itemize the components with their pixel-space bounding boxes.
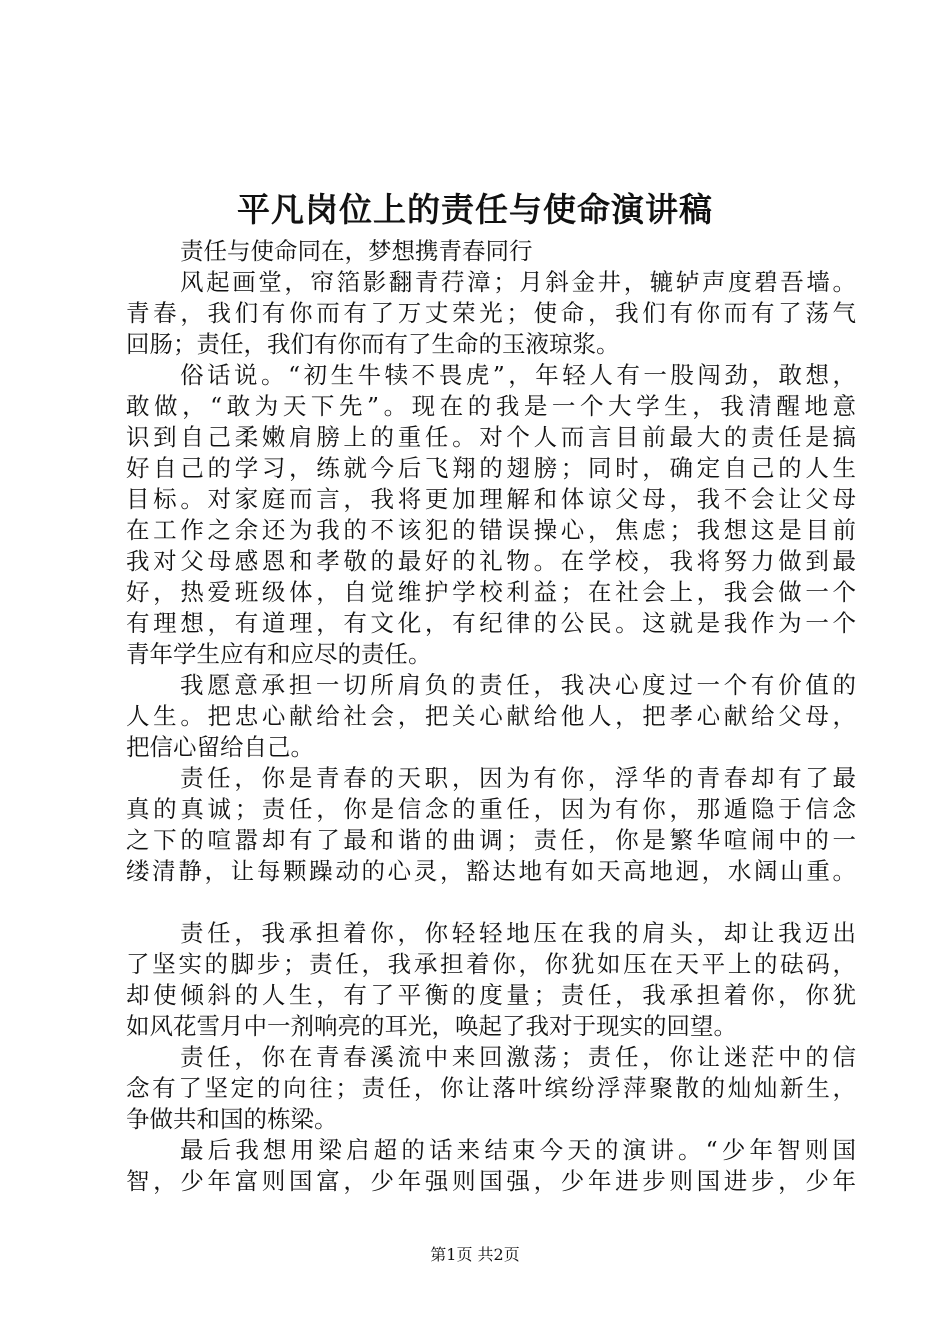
body-line: 好，热爱班级体，自觉维护学校利益；在社会上，我会做一个 xyxy=(126,578,856,606)
body-line: 之下的喧嚣却有了最和谐的曲调；责任，你是繁华喧闹中的一 xyxy=(126,826,856,854)
body-line: 智，少年富则国富，少年强则国强，少年进步则国进步，少年 xyxy=(126,1167,856,1195)
body-line: 青春，我们有你而有了万丈荣光；使命，我们有你而有了荡气 xyxy=(126,299,856,327)
body-line: 好自己的学习，练就今后飞翔的翅膀；同时，确定自己的人生 xyxy=(126,454,856,482)
body-line: 敢做，“敢为天下先”。现在的我是一个大学生，我清醒地意 xyxy=(126,392,856,420)
body-line: 责任，你在青春溪流中来回激荡；责任，你让迷茫中的信 xyxy=(180,1043,856,1071)
body-line: 识到自己柔嫩肩膀上的重任。对个人而言目前最大的责任是搞 xyxy=(126,423,856,451)
body-line: 回肠；责任，我们有你而有了生命的玉液琼浆。 xyxy=(126,330,620,358)
body-line: 在工作之余还为我的不该犯的错误操心，焦虑；我想这是目前 xyxy=(126,516,856,544)
body-line: 把信心留给自己。 xyxy=(126,733,314,761)
body-line: 青年学生应有和应尽的责任。 xyxy=(126,640,432,668)
document-title: 平凡岗位上的责任与使命演讲稿 xyxy=(237,190,713,229)
body-line: 人生。把忠心献给社会，把关心献给他人，把孝心献给父母， xyxy=(126,702,856,730)
body-line: 争做共和国的栋梁。 xyxy=(126,1105,338,1133)
page-number-footer: 第1页 共2页 xyxy=(430,1245,520,1264)
body-line: 风起画堂，帘箔影翻青荇漳；月斜金井，辘轳声度碧吾墙。 xyxy=(180,268,856,296)
body-line: 我对父母感恩和孝敬的最好的礼物。在学校，我将努力做到最 xyxy=(126,547,856,575)
blank-line xyxy=(126,887,856,918)
body-line: 如风花雪月中一剂响亮的耳光，唤起了我对于现实的回望。 xyxy=(126,1012,737,1040)
body-line: 有理想，有道理，有文化，有纪律的公民。这就是我作为一个 xyxy=(126,609,856,637)
body-line: 俗话说。“初生牛犊不畏虎”，年轻人有一股闯劲，敢想， xyxy=(180,361,856,389)
body-line: 念有了坚定的向往；责任，你让落叶缤纷浮萍聚散的灿灿新生， xyxy=(126,1074,856,1102)
body-line: 真的真诚；责任，你是信念的重任，因为有你，那遁隐于信念 xyxy=(126,795,856,823)
body-line: 责任与使命同在，梦想携青春同行 xyxy=(180,237,533,265)
body-line: 责任，你是青春的天职，因为有你，浮华的青春却有了最 xyxy=(180,764,856,792)
body-line: 我愿意承担一切所肩负的责任，我决心度过一个有价值的 xyxy=(180,671,856,699)
document-body xyxy=(126,236,856,1197)
body-line: 责任，我承担着你，你轻轻地压在我的肩头，却让我迈出 xyxy=(180,919,856,947)
body-line: 却使倾斜的人生，有了平衡的度量；责任，我承担着你，你犹 xyxy=(126,981,856,1009)
body-line: 目标。对家庭而言，我将更加理解和体谅父母，我不会让父母 xyxy=(126,485,856,513)
body-line: 了坚实的脚步；责任，我承担着你，你犹如压在天平上的砝码， xyxy=(126,950,856,978)
body-line: 最后我想用梁启超的话来结束今天的演讲。“少年智则国 xyxy=(180,1136,856,1164)
body-line: 缕清静，让每颗躁动的心灵，豁达地有如天高地迥，水阔山重。 xyxy=(126,857,856,885)
